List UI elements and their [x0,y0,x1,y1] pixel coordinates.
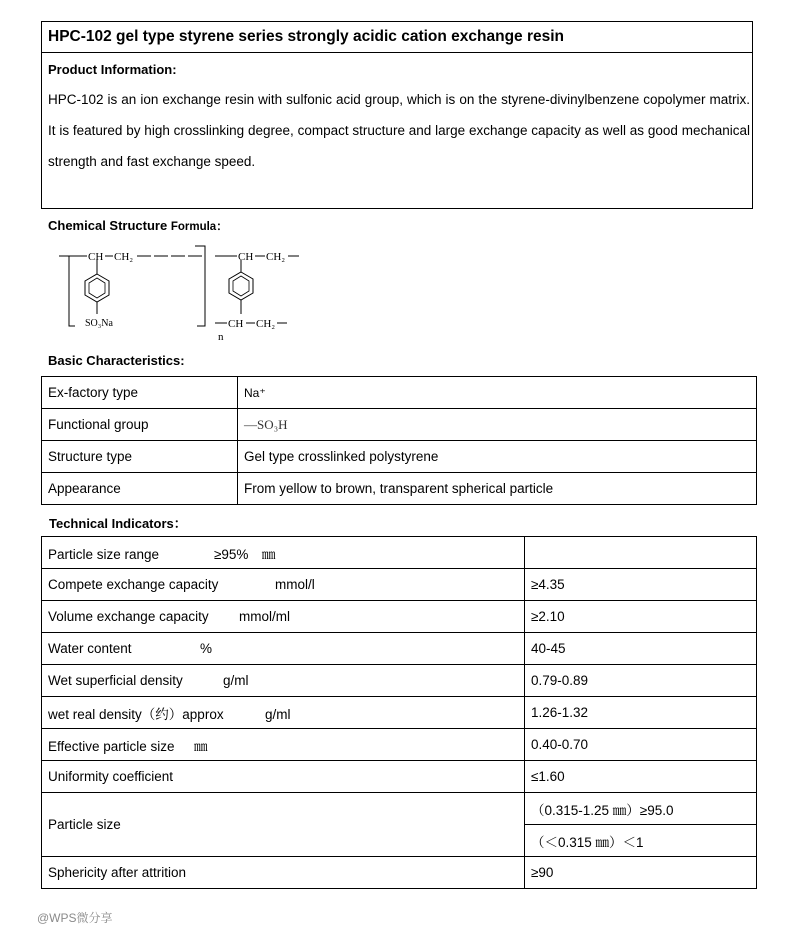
ch-right-label: CH [238,251,254,263]
ch2-bottom-label: CH₂ [256,318,276,330]
subscript-n: n [218,331,224,343]
technical-indicators-table [41,536,757,889]
table-row [42,697,757,729]
row-value: 1.26-1.32 [525,697,757,729]
row-label: Structure type [42,441,238,473]
row-label-cell [42,697,525,729]
row-label: Compete exchange capacity [48,577,219,592]
ch2-left-label: CH₂ [114,251,134,263]
row-value: 0.79-0.89 [525,665,757,697]
table-row [42,633,757,665]
row-label: Functional group [42,409,238,441]
row-unit: ㎜ [194,738,208,754]
row-unit: g/ml [223,673,249,688]
product-info-heading: Product Information: [48,62,177,77]
row-label: Appearance [42,473,238,505]
particle-size-value-1: （0.315-1.25 ㎜）≥95.0 [525,793,757,825]
table-row [42,569,757,601]
row-value: From yellow to brown, transparent spherical particle [238,473,757,505]
document-title: HPC-102 gel type styrene series strongly acidic cation exchange resin [48,28,565,45]
left-bracket [69,256,75,326]
row-unit: mmol/ml [239,609,290,624]
table-row [42,601,757,633]
row-value: 0.40-0.70 [525,729,757,761]
row-label: Wet superficial density [48,673,183,688]
table-row [42,729,757,761]
technical-indicators-heading: Technical Indicators： [49,516,187,531]
table-row [42,409,757,441]
row-value: Na⁺ [238,377,757,409]
right-bracket [195,246,205,326]
row-unit: g/ml [265,706,291,722]
product-info-box [41,21,753,209]
row-value [525,537,757,569]
table-row [42,377,757,409]
row-value: ≥2.10 [525,601,757,633]
table-row [42,537,757,569]
sphericity-label: Sphericity after attrition [42,857,525,889]
table-row [42,857,757,889]
row-label-cell [42,761,525,793]
row-label-cell [42,729,525,761]
row-label: Water content [48,641,132,656]
row-unit: ≥95% ㎜ [214,546,276,562]
row-label-cell [42,633,525,665]
ch-left-label: CH [88,251,104,263]
table-row [42,761,757,793]
row-value: —SO₃H [238,409,757,441]
particle-size-label: Particle size [42,793,525,857]
row-value: Gel type crosslinked polystyrene [238,441,757,473]
particle-size-value-2: （＜0.315 ㎜）＜1 [525,825,757,857]
sphericity-value: ≥90 [525,857,757,889]
row-value: ≥4.35 [525,569,757,601]
row-unit: % [200,641,213,656]
chemical-structure-heading-suffix: Formula： [170,221,228,233]
row-label-cell [42,665,525,697]
row-value: ≤1.60 [525,761,757,793]
table-row [42,665,757,697]
row-label-cell [42,537,525,569]
chemical-structure-diagram [55,240,315,348]
row-label: Ex-factory type [42,377,238,409]
product-info-text: HPC-102 is an ion exchange resin with sulfonic acid group, which is on the styrene-divinylbenzene copolymer matrix. It is featured by high crosslinking degree, compact structure and large exchange capacity as well as good mechanical strength and fast exchange speed. [48,92,750,169]
row-label-cell [42,569,525,601]
row-label-cell [42,601,525,633]
table-row [42,793,757,825]
table-row [42,441,757,473]
basic-characteristics-table [41,376,757,505]
chemical-structure-heading-main: Chemical Structure [48,218,168,233]
ch-bottom-label: CH [228,318,244,330]
row-label: Particle size range [48,546,160,562]
so3na-label: SO₃Na [85,318,113,329]
title-row [42,22,752,53]
row-label: Volume exchange capacity [48,609,209,624]
row-value: 40-45 [525,633,757,665]
row-label: Effective particle size [48,738,175,754]
ch2-right-label: CH₂ [266,251,286,263]
table-row [42,473,757,505]
row-label: wet real density（约）approx [48,706,224,722]
wps-watermark: @WPS微分享 [37,911,113,925]
row-label: Uniformity coefficient [48,769,174,784]
basic-characteristics-heading: Basic Characteristics: [48,353,185,368]
row-unit: mmol/l [275,577,315,592]
chemical-structure-heading [48,218,228,234]
